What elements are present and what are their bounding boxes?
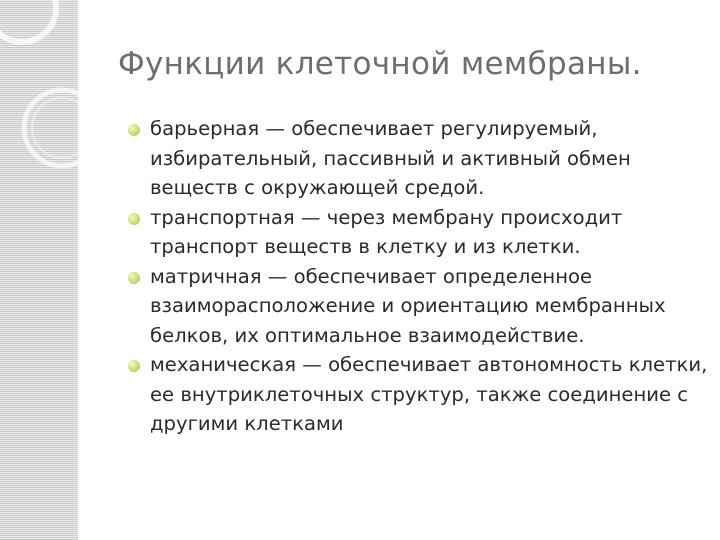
bullet-icon bbox=[128, 360, 140, 372]
bullet-text: барьерная — обеспечивает регулируемый, избирательный, пассивный и активный обмен веществ с окружающей средой. bbox=[150, 117, 631, 199]
list-item bbox=[128, 350, 708, 439]
bullet-icon bbox=[128, 124, 140, 136]
bullet-icon bbox=[128, 213, 140, 225]
decorative-circles-icon bbox=[0, 0, 78, 540]
bullet-text: матричная — обеспечивает определенное взаиморасположение и ориентацию мембранных белков, их оптимальное взаимодействие. bbox=[150, 264, 666, 347]
decorative-side-band bbox=[0, 0, 78, 540]
bullet-icon bbox=[128, 272, 140, 284]
list-item bbox=[128, 262, 708, 351]
list-item bbox=[128, 114, 708, 203]
slide-title: Функции клеточной мембраны. bbox=[118, 46, 642, 82]
list-item bbox=[128, 203, 708, 262]
bullet-text: транспортная — через мембрану происходит транспорт веществ в клетку и из клетки. bbox=[150, 205, 623, 258]
bullet-list bbox=[128, 114, 708, 439]
bullet-text: механическая — обеспечивает автономность клетки, ее внутриклеточных структур, также соединение с другими клетками bbox=[150, 353, 708, 435]
